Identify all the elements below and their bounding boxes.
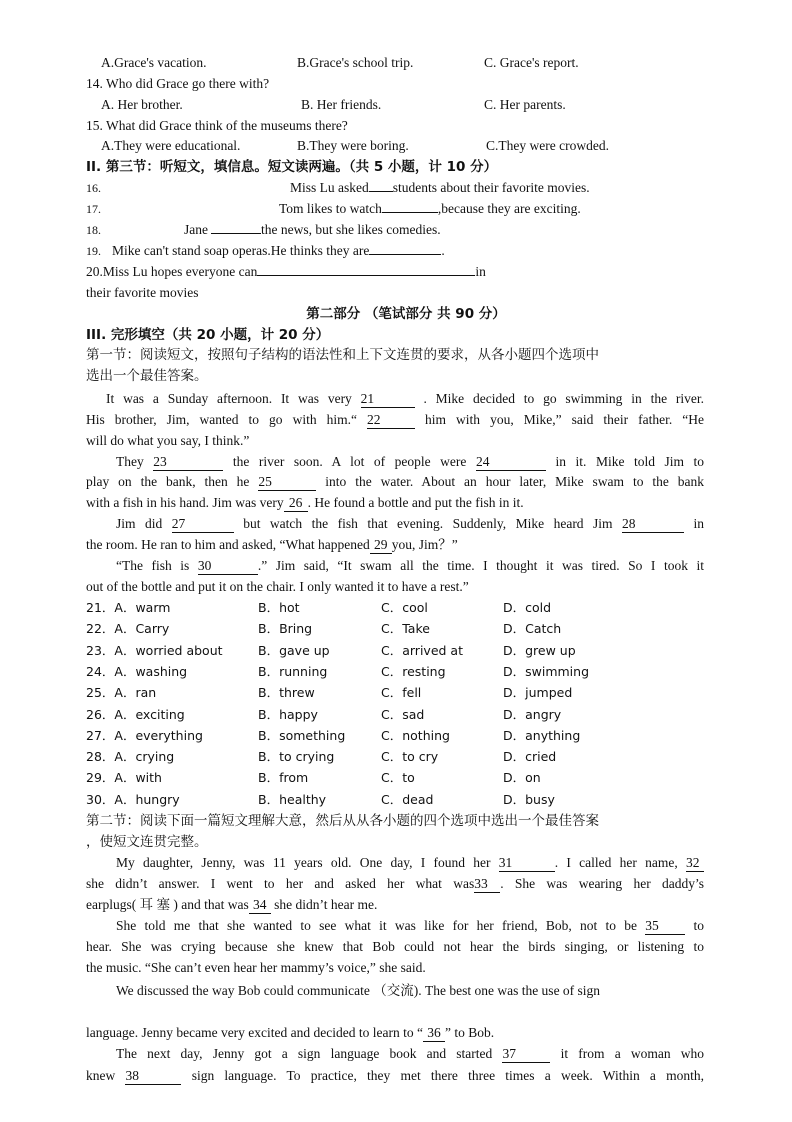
blank-31[interactable]: 31 — [499, 855, 555, 872]
passage2-line — [86, 1066, 704, 1086]
option-c[interactable]: C．cool — [381, 600, 428, 615]
option-b[interactable]: B．Bring — [258, 621, 313, 637]
passage1-line — [106, 389, 704, 409]
item-text — [112, 241, 445, 261]
item-number: 18. — [86, 223, 101, 237]
option-d[interactable]: D．busy — [503, 791, 555, 807]
text-segment: with a fish in his hand. Jim was very — [86, 495, 284, 510]
option-d[interactable]: D．jumped — [503, 685, 573, 701]
passage2-line — [86, 895, 792, 915]
answer-blank[interactable] — [211, 233, 261, 234]
text-segment: . She was wearing her daddy’s — [500, 876, 704, 891]
text-segment: sign language. To practice, they met there three times a week. Within a month, — [191, 1068, 705, 1083]
blank-30[interactable]: 30 — [198, 558, 258, 575]
text-segment: The next day, Jenny got a sign language book and started — [116, 1046, 493, 1061]
option-d[interactable]: D．angry — [503, 706, 562, 722]
option-b[interactable]: B．running — [258, 663, 328, 679]
q14-question: 14. Who did Grace go there with? — [86, 76, 270, 91]
cloze1-instruction-line2: 选出一个最佳答案。 — [86, 368, 208, 384]
text-segment: she didn’t answer. I went to her and asked her what was — [86, 876, 475, 891]
q14-option-c: C. Her parents. — [484, 97, 566, 112]
passage1-line — [86, 472, 704, 492]
passage2-line: the music. “She can’t even hear her mammy’s voice,” she said. — [86, 960, 426, 975]
item-text-before: Miss Lu asked — [290, 180, 369, 195]
cloze-header: III. 完形填空（共 20 小题，计 20 分） — [86, 327, 330, 343]
text-segment: ” to Bob. — [444, 1025, 495, 1040]
line-text — [86, 410, 704, 430]
item-text-before: Miss Lu hopes everyone can — [102, 264, 258, 279]
line-text — [86, 874, 704, 894]
item-text — [86, 262, 486, 282]
option-b[interactable]: B．healthy — [258, 791, 327, 807]
blank-25[interactable]: 25 — [258, 474, 316, 491]
option-c[interactable]: C．sad — [381, 706, 425, 722]
option-c[interactable]: C．Take — [381, 621, 430, 637]
blank-36[interactable]: 36 — [423, 1025, 445, 1042]
passage2-line — [116, 1044, 704, 1064]
item-text-before: Mike can't stand soap operas.He thinks they are — [112, 243, 370, 258]
item-text-after: the news, but she likes comedies. — [261, 222, 441, 237]
option-b[interactable]: B．hot — [258, 600, 300, 615]
text-segment: the room. He ran to him and asked, “What happened — [86, 537, 370, 552]
blank-33[interactable]: 33 — [474, 876, 500, 893]
passage1-line — [116, 556, 704, 576]
option-number-and-a[interactable]: 22．A．Carry — [86, 621, 170, 637]
cloze2-instruction-line2: ，使短文连贯完整。 — [86, 834, 208, 850]
text-segment: Jim did — [116, 516, 163, 531]
passage2-line — [86, 937, 704, 957]
text-segment: They — [116, 454, 144, 469]
item-number: 19. — [86, 244, 101, 258]
text-segment: My daughter, Jenny, was 11 years old. One day, I found her — [116, 855, 491, 870]
text-segment: but watch the fish that evening. Suddenly, Mike heard Jim — [243, 516, 613, 531]
item-text-after: students about their favorite movies. — [392, 180, 590, 195]
line-text — [86, 472, 704, 492]
text-segment: language. Jenny became very excited and decided to learn to “ — [86, 1025, 423, 1040]
text-segment: .” Jim said, “It swam all the time. I thought it was tired. So I took it — [257, 558, 704, 573]
option-number-and-a[interactable]: 27．A．everything — [86, 727, 203, 743]
option-d[interactable]: D．anything — [503, 727, 581, 743]
part2-title: 第二部分 （笔试部分 共 90 分） — [306, 306, 506, 322]
item-text-after: in — [475, 264, 486, 279]
blank-28[interactable]: 28 — [622, 516, 684, 533]
option-number-and-a[interactable]: 30．A．hungry — [86, 791, 180, 807]
q13-option-c: C. Grace's report. — [484, 55, 579, 70]
option-c[interactable]: C．dead — [381, 791, 434, 807]
passage2-line — [86, 1023, 792, 1043]
item-text-before: Jane — [184, 222, 208, 237]
blank-38[interactable]: 38 — [125, 1068, 181, 1085]
text-segment: His brother, Jim, wanted to go with him.“ — [86, 412, 357, 427]
text-segment: . Mike decided to go swimming in the river. — [423, 391, 704, 406]
item-number: 16. — [86, 181, 101, 195]
option-b[interactable]: B．to crying — [258, 749, 335, 765]
option-d[interactable]: D．on — [503, 770, 541, 786]
item-text — [279, 199, 581, 219]
line-text — [86, 1066, 704, 1086]
blank-32[interactable]: 32 — [686, 855, 704, 872]
blank-35[interactable]: 35 — [645, 918, 685, 935]
passage2-line: We discussed the way Bob could communicate （交流). The best one was the use of sign — [116, 983, 601, 998]
text-segment: him with you, Mike,” said their father. “He — [425, 412, 705, 427]
text-segment: in — [693, 516, 705, 531]
line-text: hear. She was crying because she knew that Bob could not hear the birds singing, or listening to — [86, 939, 704, 954]
q15-question: 15. What did Grace think of the museums there? — [86, 118, 348, 133]
item-text-after: . — [441, 243, 445, 258]
option-number-and-a[interactable]: 29．A．with — [86, 770, 162, 786]
blank-34[interactable]: 34 — [249, 897, 271, 914]
passage1-line — [86, 493, 792, 513]
option-d[interactable]: D．cold — [503, 600, 552, 615]
line-text — [106, 389, 704, 409]
option-c[interactable]: C．to cry — [381, 749, 439, 765]
q15-option-a: A.They were educational. — [101, 138, 241, 153]
option-d[interactable]: D．Catch — [503, 621, 562, 637]
item-number: 20. — [86, 264, 103, 279]
blank-29[interactable]: 29 — [370, 537, 392, 554]
line-text — [116, 514, 704, 534]
text-segment: earplugs( 耳 塞 ) and that was — [86, 897, 249, 912]
item-text — [290, 178, 590, 198]
passage2-line — [86, 874, 704, 894]
option-d[interactable]: D．grew up — [503, 642, 576, 658]
option-number-and-a[interactable]: 23．A．worried about — [86, 642, 223, 658]
text-segment: It was a Sunday afternoon. It was very — [106, 391, 352, 406]
answer-blank[interactable] — [382, 212, 438, 213]
text-segment: in it. Mike told Jim to — [555, 454, 705, 469]
item-text — [184, 220, 441, 240]
text-segment: it from a woman who — [560, 1046, 705, 1061]
text-segment: the river soon. A lot of people were — [232, 454, 467, 469]
line-text — [116, 452, 704, 472]
text-segment: to — [693, 918, 705, 933]
option-c[interactable]: C．nothing — [381, 727, 450, 743]
blank-21[interactable]: 21 — [361, 391, 415, 408]
line-text — [116, 556, 704, 576]
answer-blank[interactable] — [369, 191, 393, 192]
text-segment: “The fish is — [116, 558, 190, 573]
passage2-line — [116, 853, 704, 873]
option-c[interactable]: C．fell — [381, 685, 422, 701]
cloze1-instruction-line1: 第一节：阅读短文，按照句子结构的语法性和上下文连贯的要求，从各小题四个选项中 — [86, 347, 599, 363]
q14-option-b: B. Her friends. — [301, 97, 382, 112]
line-text — [116, 916, 704, 936]
q15-option-c: C.They were crowded. — [486, 138, 609, 153]
blank-37[interactable]: 37 — [502, 1046, 550, 1063]
passage1-line — [116, 452, 704, 472]
q13-option-a: A.Grace's vacation. — [101, 55, 207, 70]
item-text-before: Tom likes to watch — [279, 201, 382, 216]
option-b[interactable]: B．from — [258, 770, 309, 786]
answer-blank[interactable] — [257, 275, 475, 276]
item-number: 17. — [86, 202, 101, 216]
passage1-line — [86, 410, 704, 430]
option-number-and-a[interactable]: 25．A．ran — [86, 685, 157, 701]
blank-27[interactable]: 27 — [172, 516, 234, 533]
option-number-and-a[interactable]: 28．A．crying — [86, 749, 175, 765]
option-number-and-a[interactable]: 24．A．washing — [86, 663, 188, 679]
line-text — [116, 853, 704, 873]
q13-option-b: B.Grace's school trip. — [297, 55, 414, 70]
text-segment: she didn’t hear me. — [270, 897, 378, 912]
fill-item-20-continuation: their favorite movies — [86, 285, 199, 300]
blank-22[interactable]: 22 — [367, 412, 415, 429]
option-number-and-a[interactable]: 21．A．warm — [86, 600, 171, 615]
passage1-line — [116, 514, 704, 534]
answer-blank[interactable] — [369, 254, 441, 255]
text-segment: . He found a bottle and put the fish in it. — [307, 495, 524, 510]
option-c[interactable]: C．resting — [381, 663, 446, 679]
text-segment: knew — [86, 1068, 116, 1083]
option-b[interactable]: B．something — [258, 727, 346, 743]
item-text-after: ,because they are exciting. — [437, 201, 581, 216]
cloze2-instruction-line1: 第二节：阅读下面一篇短文理解大意，然后从从各小题的四个选项中选出一个最佳答案 — [86, 813, 599, 829]
text-segment: into the water. About an hour later, Mike swam to the bank — [325, 474, 705, 489]
option-c[interactable]: C．to — [381, 770, 415, 786]
section3-header: II. 第三节：听短文，填信息。短文读两遍。（共 5 小题，计 10 分） — [86, 159, 498, 175]
text-segment: She told me that she wanted to see what it was like for her friend, Bob, not to be — [116, 918, 637, 933]
text-segment: . I called her name, — [554, 855, 678, 870]
passage1-line: will do what you say, I think.” — [86, 433, 250, 448]
option-number-and-a[interactable]: 26．A．exciting — [86, 706, 185, 722]
blank-24[interactable]: 24 — [476, 454, 546, 471]
q15-option-b: B.They were boring. — [297, 138, 409, 153]
blank-23[interactable]: 23 — [153, 454, 223, 471]
option-b[interactable]: B．threw — [258, 685, 315, 701]
option-b[interactable]: B．happy — [258, 706, 318, 722]
option-c[interactable]: C．arrived at — [381, 642, 463, 658]
line-text — [116, 1044, 704, 1064]
text-segment: play on the bank, then he — [86, 474, 250, 489]
text-segment: you, Jim？” — [391, 537, 458, 552]
option-d[interactable]: D．swimming — [503, 663, 590, 679]
passage1-line — [86, 535, 792, 555]
option-d[interactable]: D．cried — [503, 749, 557, 765]
passage1-line: out of the bottle and put it on the chair. I only wanted it to have a rest.” — [86, 579, 469, 594]
option-b[interactable]: B．gave up — [258, 642, 330, 658]
passage2-line — [116, 916, 704, 936]
q14-option-a: A. Her brother. — [101, 97, 183, 112]
blank-26[interactable]: 26 — [284, 495, 308, 512]
